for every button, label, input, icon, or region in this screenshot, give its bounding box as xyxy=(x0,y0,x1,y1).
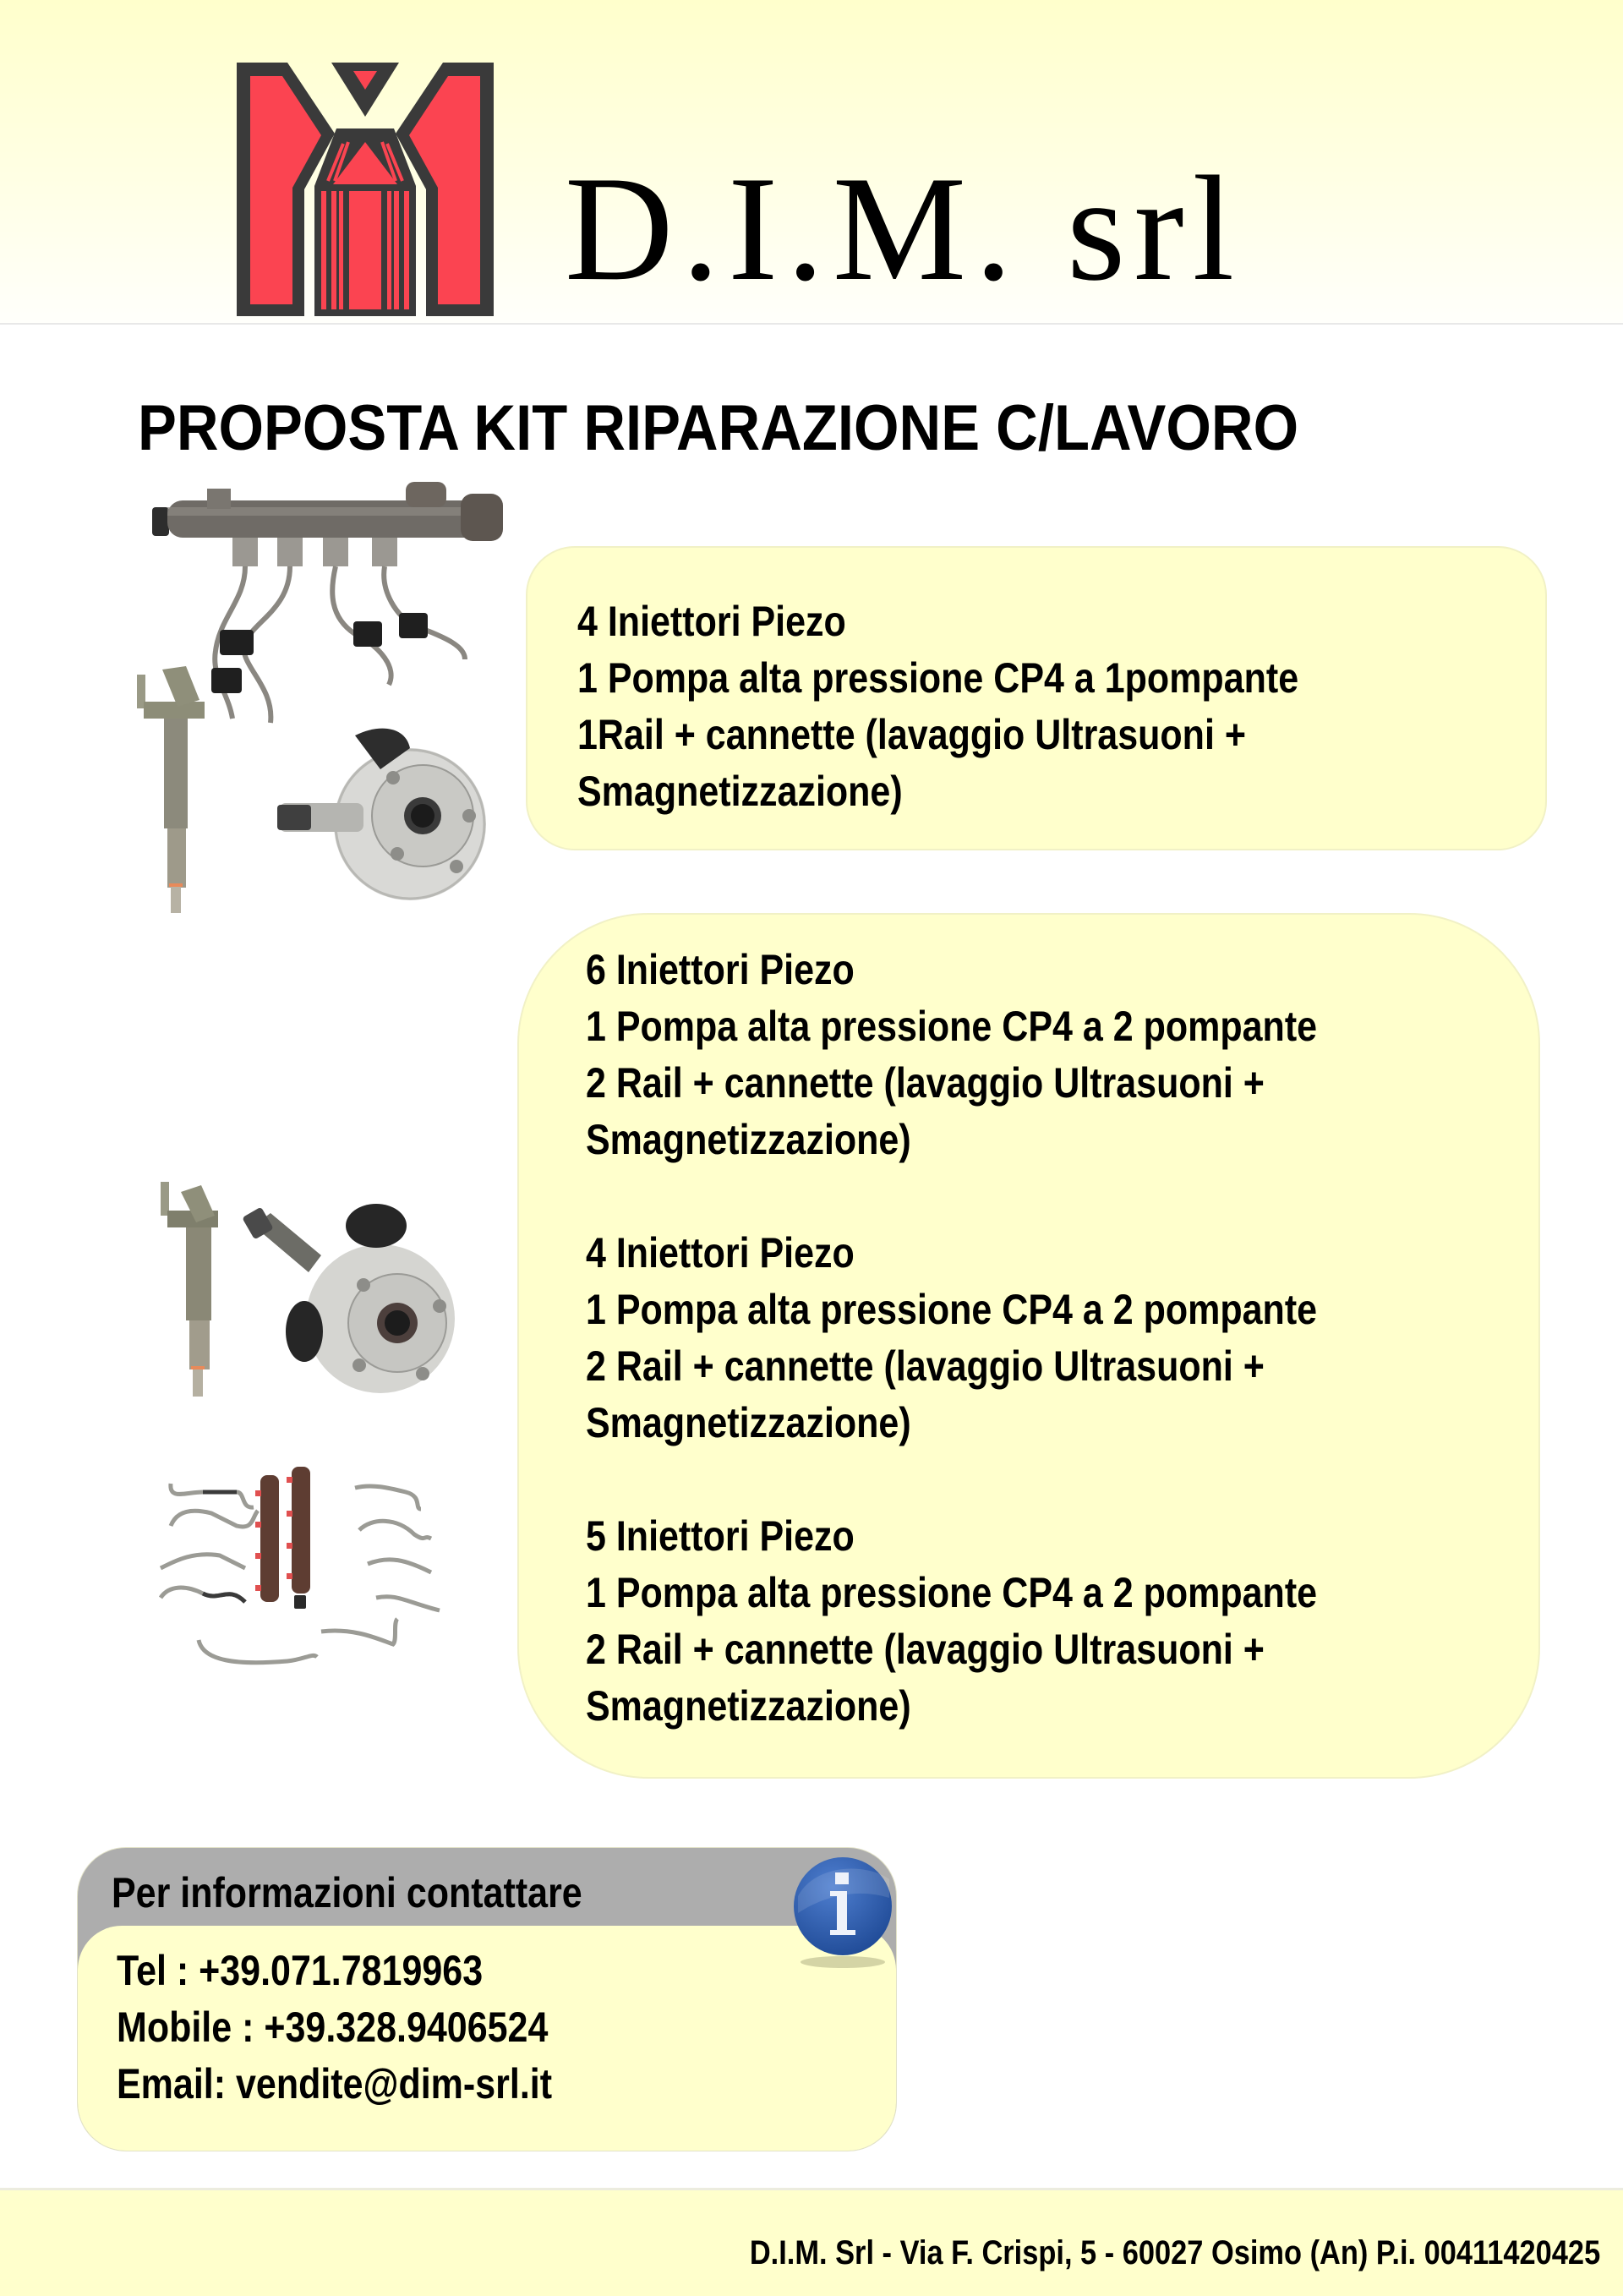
kit-line-pump: 1 Pompa alta pressione CP4 a 2 pompante xyxy=(586,1003,1318,1050)
page-title: PROPOSTA KIT RIPARAZIONE C/LAVORO xyxy=(138,392,1299,464)
kit-box-1 xyxy=(526,546,1547,850)
contact-box xyxy=(77,1847,897,2151)
kit-2-section-2 xyxy=(586,1225,1317,1451)
kit-1-description xyxy=(577,593,1298,820)
product-image-rails-pipes xyxy=(152,1458,456,1670)
product-image-injector-pump xyxy=(152,1175,465,1429)
info-icon xyxy=(790,1854,899,1972)
kit-line-pump: 1 Pompa alta pressione CP4 a 1pompante xyxy=(577,654,1299,702)
contact-title: Per informazioni contattare xyxy=(112,1869,582,1916)
footer-band xyxy=(0,2188,1623,2296)
kit-line-pump: 1 Pompa alta pressione CP4 a 2 pompante xyxy=(586,1569,1318,1616)
kit-line-rail-cont: Smagnetizzazione) xyxy=(586,1399,911,1446)
kit-box-2 xyxy=(517,913,1540,1779)
company-address: D.I.M. Srl - Via F. Crispi, 5 - 60027 Osimo (An) P.i. 00411420425 xyxy=(749,2234,1600,2271)
company-logo xyxy=(237,63,494,316)
kit-line-rail-cont: Smagnetizzazione) xyxy=(586,1116,911,1163)
kit-line-injectors: 5 Iniettori Piezo xyxy=(586,1512,855,1560)
product-image-rail-injector-pump xyxy=(127,482,524,921)
kit-line-pump: 1 Pompa alta pressione CP4 a 2 pompante xyxy=(586,1286,1318,1333)
kit-line-rail: 2 Rail + cannette (lavaggio Ultrasuoni + xyxy=(586,1059,1265,1107)
kit-line-rail: 1Rail + cannette (lavaggio Ultrasuoni + xyxy=(577,711,1246,758)
kit-2-section-1 xyxy=(586,942,1317,1168)
kit-line-injectors: 6 Iniettori Piezo xyxy=(586,946,855,993)
header-band xyxy=(0,0,1623,325)
kit-line-rail: 2 Rail + cannette (lavaggio Ultrasuoni + xyxy=(586,1342,1265,1390)
kit-1-section-1 xyxy=(577,593,1298,820)
kit-line-injectors: 4 Iniettori Piezo xyxy=(577,598,846,645)
kit-2-section-3 xyxy=(586,1508,1317,1735)
contact-email[interactable]: Email: vendite@dim-srl.it xyxy=(117,2060,553,2107)
contact-mobile[interactable]: Mobile : +39.328.9406524 xyxy=(117,2004,549,2051)
brand-name: D.I.M. srl xyxy=(565,145,1243,312)
kit-line-injectors: 4 Iniettori Piezo xyxy=(586,1229,855,1276)
kit-line-rail: 2 Rail + cannette (lavaggio Ultrasuoni + xyxy=(586,1626,1265,1673)
kit-2-description xyxy=(586,942,1317,1735)
kit-line-rail-cont: Smagnetizzazione) xyxy=(577,768,903,815)
contact-details xyxy=(117,1943,552,2113)
contact-phone[interactable]: Tel : +39.071.7819963 xyxy=(117,1947,484,1994)
kit-line-rail-cont: Smagnetizzazione) xyxy=(586,1682,911,1730)
